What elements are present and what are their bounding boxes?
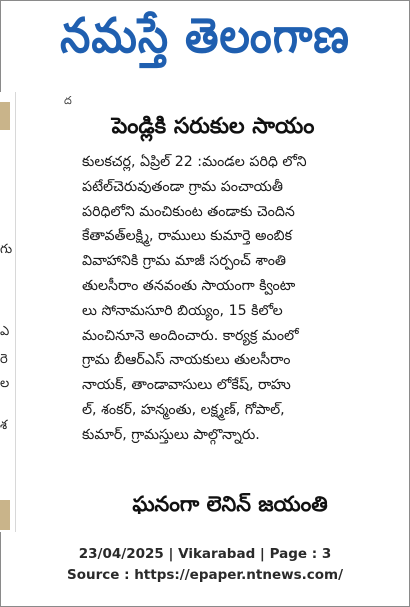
left-fragment-text: రె xyxy=(0,352,8,367)
footer-source: Source : https://epaper.ntnews.com/ xyxy=(66,567,344,583)
article-line: లు సోనామసూరి బియ్యం, 15 కిలోల xyxy=(82,302,283,319)
article-line: మంచినూనె అందించారు. కార్యక్ర మంలో xyxy=(82,327,299,344)
newspaper-clipping xyxy=(0,92,410,532)
left-fragment-text: శ xyxy=(0,418,8,433)
footer-date-edition: 23/04/2025 | Vikarabad | Page : 3 xyxy=(78,546,332,562)
left-fragment-text: ల xyxy=(0,376,10,391)
photo-fragment xyxy=(0,500,10,530)
article-line: వివాహానికి గ్రామ మాజీ సర్పంచ్ శాంతి xyxy=(82,253,286,270)
article-body xyxy=(82,150,382,448)
article-line: పటేల్‌చెరువుతండా గ్రామ పంచాయతీ xyxy=(82,178,283,195)
left-fragment-text: ఎ xyxy=(0,324,10,339)
article-headline: పెండ్లికి సరుకుల సాయం xyxy=(111,114,315,139)
article-line: తులసీరాం తనవంతు సాయంగా క్వింటా xyxy=(82,277,296,294)
article-line: ల్, శంకర్, హన్మంతు, లక్ష్మణ్, గోపాల్, xyxy=(82,401,285,418)
article-line: గ్రామ బీఆర్‌ఎస్ నాయకులు తులసీరాం xyxy=(82,352,291,369)
article-line: కులకచర్ల, ఏప్రిల్ 22 :మండల పరిధి లోని xyxy=(82,154,307,170)
column-divider xyxy=(15,92,16,532)
masthead xyxy=(0,6,410,78)
left-fragment-text: గు xyxy=(0,242,13,257)
article-line: పరిధిలోని మంచికుంట తండాకు చెందిన xyxy=(82,203,295,220)
article-line: నాయక్, తాండావాసులు లోకేష్, రాహు xyxy=(82,377,291,394)
top-fragment-text: ద xyxy=(64,94,72,107)
next-article-headline: ఘనంగా లెనిన్ జయంతి xyxy=(132,492,328,516)
article-line: కుమార్, గ్రామస్తులు పాల్గొన్నారు. xyxy=(82,426,260,443)
left-column-fragment xyxy=(0,92,12,532)
article-line: కేతావత్‌లక్ష్మి, రాములు కుమార్తె అంబిక xyxy=(82,228,292,245)
photo-fragment xyxy=(0,102,10,130)
footer xyxy=(0,544,410,586)
masthead-title: నమస్తే తెలంగాణ xyxy=(60,8,350,65)
